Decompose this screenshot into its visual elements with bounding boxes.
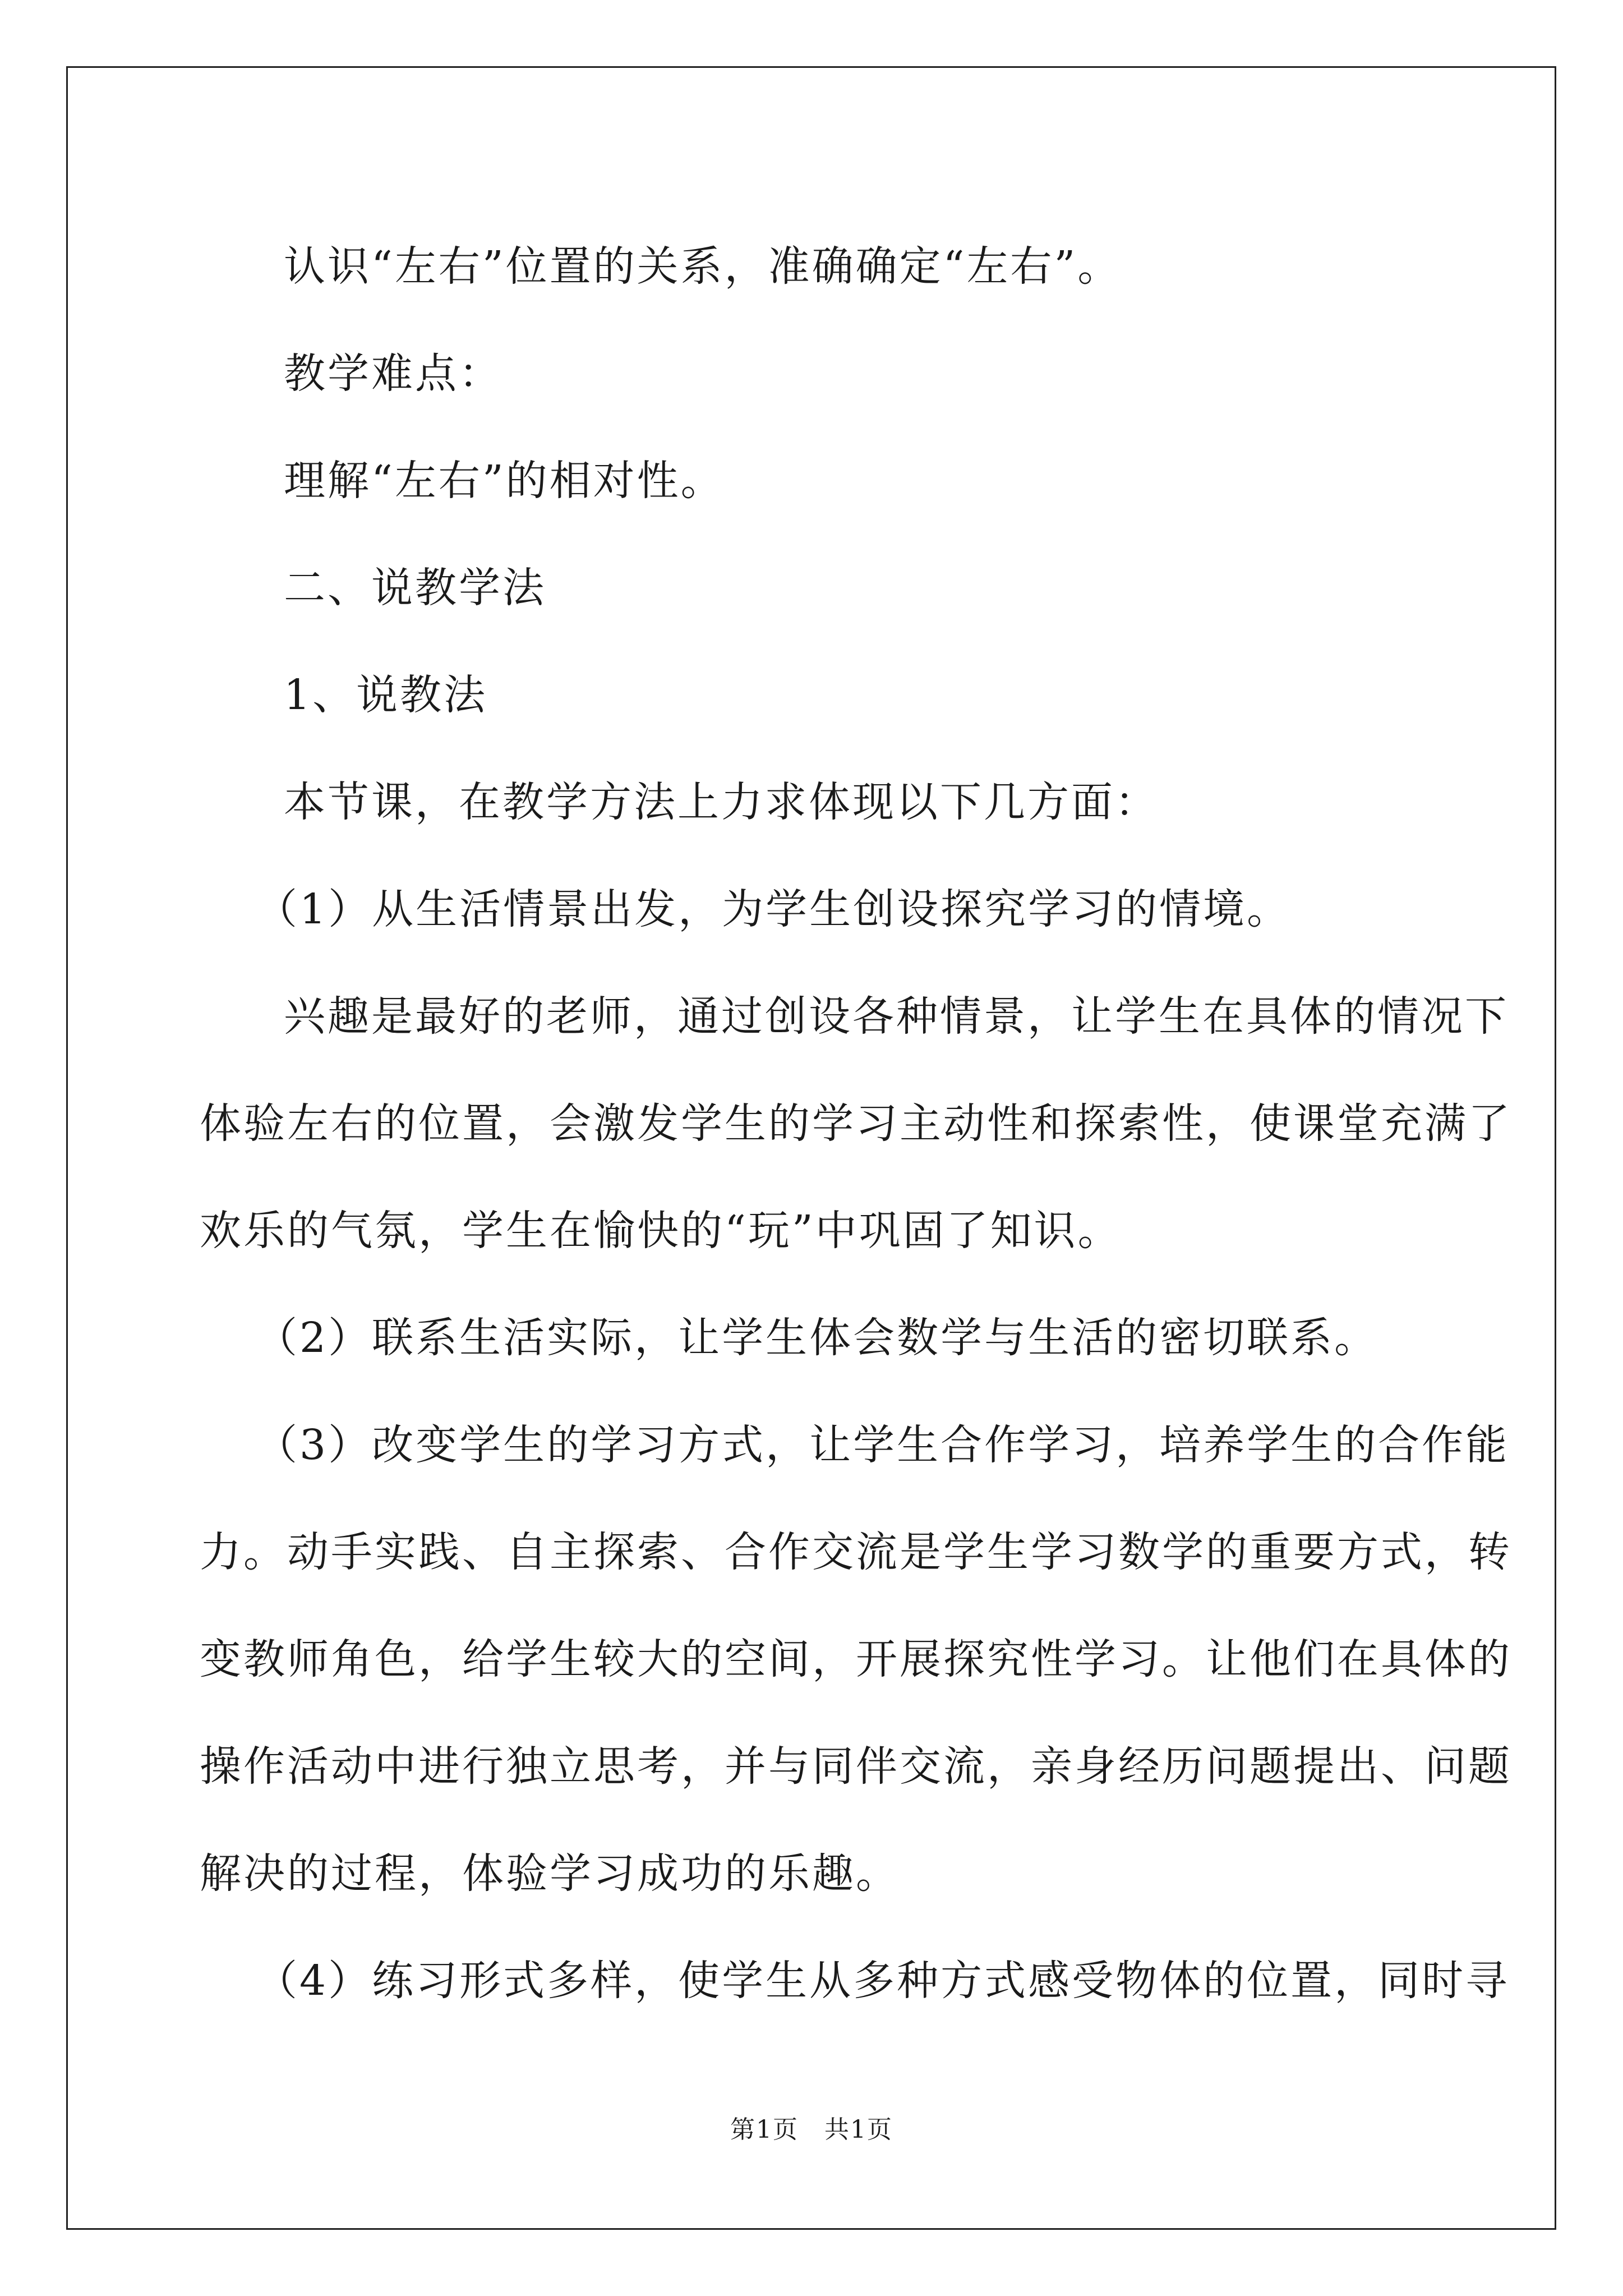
paragraph-line: 解决的过程，体验学习成功的乐趣。 [200, 1849, 900, 1898]
paragraph-line: 1、说教法 [284, 671, 488, 719]
paragraph-line: 本节课，在教学方法上力求体现以下几方面： [284, 778, 1159, 826]
paragraph-line: （4）练习形式多样，使学生从多种方式感受物体的位置，同时寻 [256, 1957, 1510, 2005]
paragraph-line: 兴趣是最好的老师，通过创设各种情景，让学生在具体的情况下 [284, 992, 1509, 1041]
paragraph-line: 变教师角色，给学生较大的空间，开展探究性学习。让他们在具体的 [200, 1635, 1512, 1683]
paragraph-line: （3）改变学生的学习方式，让学生合作学习，培养学生的合作能 [256, 1421, 1510, 1469]
paragraph-line: 操作活动中进行独立思考，并与同伴交流，亲身经历问题提出、问题 [200, 1742, 1512, 1791]
paragraph-line: 教学难点： [284, 349, 502, 398]
paragraph-line: 认识“左右”位置的关系，准确确定“左右”。 [284, 242, 1122, 291]
paragraph-line: 体验左右的位置，会激发学生的学习主动性和探索性，使课堂充满了 [200, 1099, 1512, 1148]
paragraph-line: （1）从生活情景出发，为学生创设探究学习的情境。 [256, 885, 1291, 933]
document-body [200, 213, 1512, 2035]
paragraph-line: 欢乐的气氛，学生在愉快的“玩”中巩固了知识。 [200, 1207, 1122, 1255]
paragraph-line: 理解“左右”的相对性。 [284, 457, 725, 505]
paragraph-line: （2）联系生活实际，让学生体会数学与生活的密切联系。 [256, 1314, 1378, 1362]
paragraph-line: 二、说教学法 [284, 564, 546, 612]
paragraph-line: 力。动手实践、自主探索、合作交流是学生学习数学的重要方式，转 [200, 1528, 1512, 1576]
page-number-footer: 第1页 共1页 [730, 2115, 893, 2144]
